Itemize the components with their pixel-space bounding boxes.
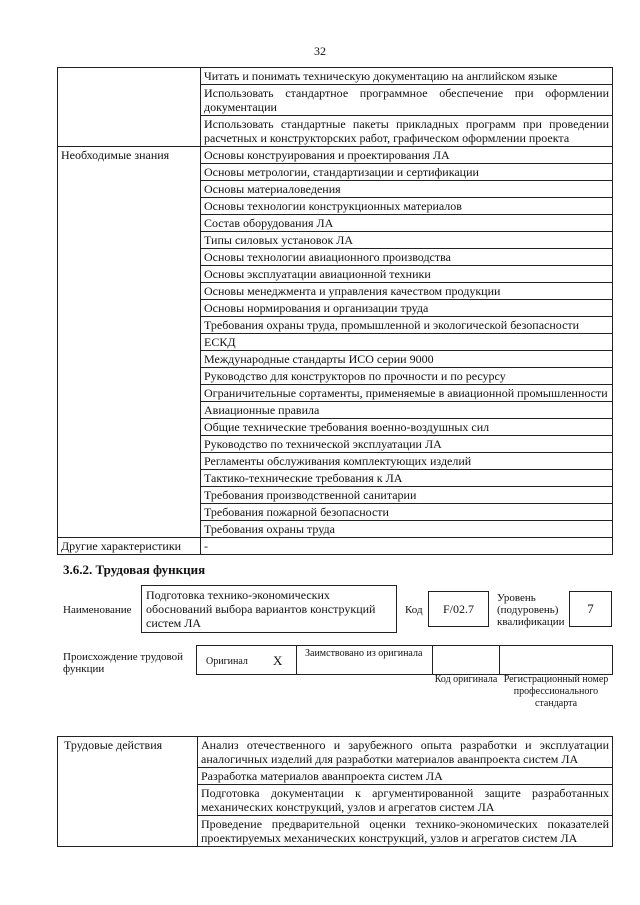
knowledge-item: ЕСКД — [201, 334, 613, 351]
competency-table-body — [58, 68, 613, 555]
actions-label: Трудовые действия — [58, 737, 198, 847]
skill-cell: Читать и понимать техническую документацию на английском языке — [201, 68, 613, 85]
skill-cell: Использовать стандартные пакеты прикладных программ при проведении расчетных и конструкторских работ, графическом оформлении проекта — [201, 116, 613, 147]
page-number: 32 — [314, 44, 326, 58]
actions-table-body — [58, 737, 613, 847]
actions-table — [57, 736, 613, 847]
function-name-box — [141, 585, 397, 633]
skill-row — [58, 68, 613, 85]
function-name-value: Подготовка технико-экономических обоснований выбора вариантов конструкций систем ЛА — [146, 588, 376, 630]
knowledge-item: Основы метрологии, стандартизации и сертификации — [201, 164, 613, 181]
knowledge-item: Основы эксплуатации авиационной техники — [201, 266, 613, 283]
knowledge-item: Основы нормирования и организации труда — [201, 300, 613, 317]
knowledge-item: Ограничительные сортаменты, применяемые в авиационной промышленности — [201, 385, 613, 402]
knowledge-item: Основы конструирования и проектирования ЛА — [201, 147, 613, 164]
knowledge-item: Тактико-технические требования к ЛА — [201, 470, 613, 487]
original-cell — [196, 645, 297, 675]
action-item: Анализ отечественного и зарубежного опыта разработки и эксплуатации аналогичных изделий для разработки материалов аванпроекта систем ЛА — [198, 737, 613, 768]
other-value: - — [201, 538, 613, 555]
knowledge-item: Основы материаловедения — [201, 181, 613, 198]
knowledge-item: Требования охраны труда — [201, 521, 613, 538]
name-label: Наименование — [63, 604, 132, 616]
borrowed-label: Заимствовано из оригинала — [305, 648, 423, 659]
other-row — [58, 538, 613, 555]
action-item: Подготовка документации к аргументированной защите разработанных механических конструкций, узлов и агрегатов систем ЛА — [198, 785, 613, 816]
level-box — [569, 591, 612, 627]
knowledge-label: Необходимые знания — [58, 147, 201, 538]
skill-cell: Использовать стандартное программное обеспечение при оформлении документации — [201, 85, 613, 116]
knowledge-item: Основы технологии авиационного производства — [201, 249, 613, 266]
action-item: Разработка материалов аванпроекта систем ЛА — [198, 768, 613, 785]
code-original-caption: Код оригинала — [434, 674, 498, 685]
knowledge-item: Основы менеджмента и управления качеством продукции — [201, 283, 613, 300]
knowledge-item: Руководство по технической эксплуатации ЛА — [201, 436, 613, 453]
level-label: Уровень (подуровень) квалификации — [497, 592, 565, 628]
skills-label-cell — [58, 68, 201, 147]
origin-label: Происхождение трудовой функции — [63, 651, 184, 675]
knowledge-item: Авиационные правила — [201, 402, 613, 419]
registration-caption: Регистрационный номер профессионального стандарта — [503, 674, 609, 709]
section-title: 3.6.2. Трудовая функция — [63, 562, 206, 577]
action-item: Проведение предварительной оценки технико-экономических показателей проектируемых механических конструкций, узлов и агрегатов систем ЛА — [198, 816, 613, 847]
other-label: Другие характеристики — [58, 538, 201, 555]
code-original-cell — [432, 645, 500, 675]
knowledge-item: Требования пожарной безопасности — [201, 504, 613, 521]
action-row — [58, 737, 613, 768]
code-value: F/02.7 — [442, 602, 474, 616]
knowledge-item: Международные стандарты ИСО серии 9000 — [201, 351, 613, 368]
knowledge-item: Требования производственной санитарии — [201, 487, 613, 504]
knowledge-item: Типы силовых установок ЛА — [201, 232, 613, 249]
code-box — [428, 591, 489, 627]
knowledge-item: Требования охраны труда, промышленной и экологической безопасности — [201, 317, 613, 334]
original-label: Оригинал — [206, 656, 248, 667]
registration-cell — [499, 645, 613, 675]
competency-table — [57, 67, 613, 555]
knowledge-item: Общие технические требования военно-воздушных сил — [201, 419, 613, 436]
knowledge-item: Основы технологии конструкционных материалов — [201, 198, 613, 215]
borrowed-cell — [296, 645, 433, 675]
knowledge-row — [58, 147, 613, 164]
knowledge-item: Состав оборудования ЛА — [201, 215, 613, 232]
code-label: Код — [405, 604, 423, 616]
knowledge-item: Регламенты обслуживания комплектующих изделий — [201, 453, 613, 470]
knowledge-item: Руководство для конструкторов по прочности и по ресурсу — [201, 368, 613, 385]
level-value: 7 — [587, 601, 594, 616]
original-mark: X — [273, 653, 283, 668]
